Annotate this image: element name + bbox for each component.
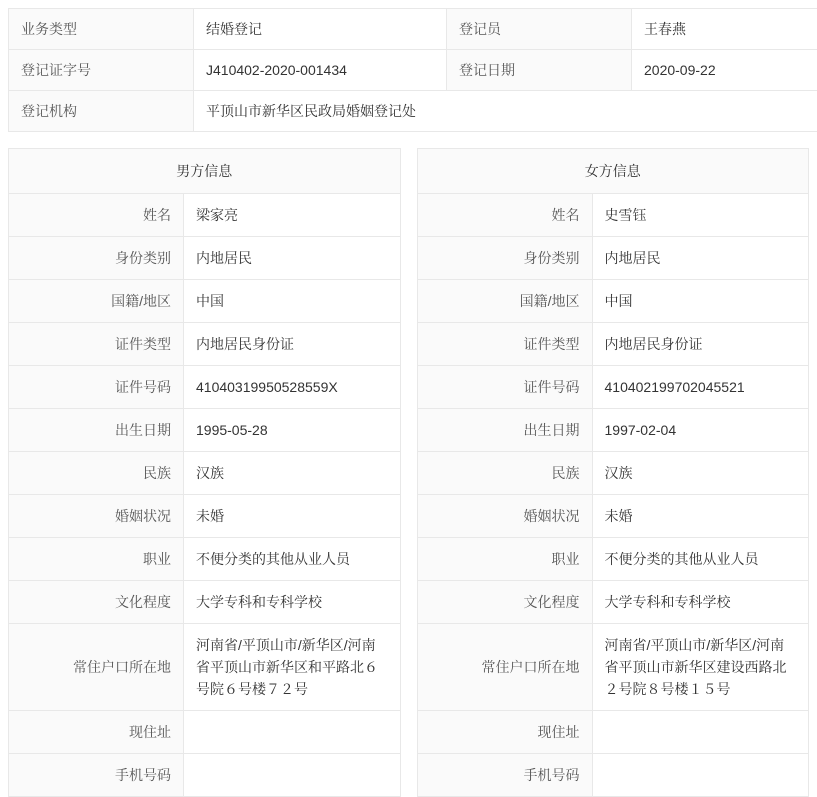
table-row: [418, 538, 809, 581]
table-row: [418, 280, 809, 323]
female-label-mobile-number: 手机号码: [418, 754, 593, 797]
female-label-household-address: 常住户口所在地: [418, 624, 593, 711]
table-row: [9, 194, 400, 237]
female-value-ethnicity: 汉族: [592, 452, 808, 495]
field-label-certificate-number: 登记证字号: [9, 50, 194, 91]
table-row: [418, 409, 809, 452]
table-row: [9, 237, 400, 280]
male-label-household-address: 常住户口所在地: [9, 624, 184, 711]
female-value-household-address: 河南省/平顶山市/新华区/河南省平顶山市新华区建设西路北２号院８号楼１５号: [592, 624, 808, 711]
table-row: [9, 754, 400, 797]
table-row: [418, 581, 809, 624]
female-label-ethnicity: 民族: [418, 452, 593, 495]
female-label-education: 文化程度: [418, 581, 593, 624]
female-label-occupation: 职业: [418, 538, 593, 581]
female-label-current-address: 现住址: [418, 711, 593, 754]
female-label-id-type: 证件类型: [418, 323, 593, 366]
female-info-table: [418, 194, 809, 797]
male-value-education: 大学专科和专科学校: [184, 581, 400, 624]
male-value-household-address: 河南省/平顶山市/新华区/河南省平顶山市新华区和平路北６号院６号楼７２号: [184, 624, 400, 711]
male-label-identity-category: 身份类别: [9, 237, 184, 280]
male-label-education: 文化程度: [9, 581, 184, 624]
table-row: [9, 581, 400, 624]
table-row: [9, 323, 400, 366]
female-value-education: 大学专科和专科学校: [592, 581, 808, 624]
female-label-birth-date: 出生日期: [418, 409, 593, 452]
female-label-id-number: 证件号码: [418, 366, 593, 409]
male-label-current-address: 现住址: [9, 711, 184, 754]
table-row: [9, 91, 817, 132]
field-value-registration-date: 2020-09-22: [632, 50, 817, 91]
female-value-birth-date: 1997-02-04: [592, 409, 808, 452]
field-value-registrar: 王春燕: [632, 9, 817, 50]
female-label-nationality: 国籍/地区: [418, 280, 593, 323]
female-value-current-address: [592, 711, 808, 754]
table-row: [418, 711, 809, 754]
female-label-name: 姓名: [418, 194, 593, 237]
male-value-occupation: 不便分类的其他从业人员: [184, 538, 400, 581]
female-value-identity-category: 内地居民: [592, 237, 808, 280]
male-label-birth-date: 出生日期: [9, 409, 184, 452]
male-value-id-number: 41040319950528559X: [184, 366, 400, 409]
male-value-mobile-number: [184, 754, 400, 797]
male-label-nationality: 国籍/地区: [9, 280, 184, 323]
table-row: [418, 323, 809, 366]
male-label-ethnicity: 民族: [9, 452, 184, 495]
table-row: [9, 280, 400, 323]
table-row: [9, 624, 400, 711]
table-row: [418, 624, 809, 711]
male-label-marital-status: 婚姻状况: [9, 495, 184, 538]
male-value-identity-category: 内地居民: [184, 237, 400, 280]
male-value-nationality: 中国: [184, 280, 400, 323]
male-label-id-type: 证件类型: [9, 323, 184, 366]
table-row: [9, 452, 400, 495]
female-value-mobile-number: [592, 754, 808, 797]
field-value-business-type: 结婚登记: [194, 9, 447, 50]
field-value-registration-office: 平顶山市新华区民政局婚姻登记处: [194, 91, 817, 132]
table-row: [9, 50, 817, 91]
table-row: [9, 495, 400, 538]
male-value-marital-status: 未婚: [184, 495, 400, 538]
male-value-ethnicity: 汉族: [184, 452, 400, 495]
female-value-id-number: 410402199702045521: [592, 366, 808, 409]
male-label-name: 姓名: [9, 194, 184, 237]
table-row: [418, 194, 809, 237]
male-value-current-address: [184, 711, 400, 754]
registration-summary-table: [8, 8, 817, 132]
female-label-identity-category: 身份类别: [418, 237, 593, 280]
female-value-name: 史雪钰: [592, 194, 808, 237]
table-row: [9, 9, 817, 50]
table-row: [9, 409, 400, 452]
female-label-marital-status: 婚姻状况: [418, 495, 593, 538]
male-label-id-number: 证件号码: [9, 366, 184, 409]
female-value-marital-status: 未婚: [592, 495, 808, 538]
male-label-mobile-number: 手机号码: [9, 754, 184, 797]
male-value-birth-date: 1995-05-28: [184, 409, 400, 452]
field-label-registrar: 登记员: [447, 9, 632, 50]
table-row: [418, 754, 809, 797]
table-row: [418, 495, 809, 538]
male-value-id-type: 内地居民身份证: [184, 323, 400, 366]
male-info-table: [9, 194, 400, 797]
male-info-panel: [8, 148, 401, 797]
table-row: [418, 452, 809, 495]
field-label-business-type: 业务类型: [9, 9, 194, 50]
female-value-id-type: 内地居民身份证: [592, 323, 808, 366]
male-label-occupation: 职业: [9, 538, 184, 581]
table-row: [418, 237, 809, 280]
table-row: [9, 538, 400, 581]
field-value-certificate-number: J410402-2020-001434: [194, 50, 447, 91]
person-panels: [8, 148, 809, 797]
male-value-name: 梁家亮: [184, 194, 400, 237]
table-row: [9, 711, 400, 754]
male-panel-title: 男方信息: [9, 149, 400, 194]
field-label-registration-date: 登记日期: [447, 50, 632, 91]
table-row: [418, 366, 809, 409]
table-row: [9, 366, 400, 409]
field-label-registration-office: 登记机构: [9, 91, 194, 132]
female-info-panel: [417, 148, 810, 797]
female-value-nationality: 中国: [592, 280, 808, 323]
female-value-occupation: 不便分类的其他从业人员: [592, 538, 808, 581]
female-panel-title: 女方信息: [418, 149, 809, 194]
